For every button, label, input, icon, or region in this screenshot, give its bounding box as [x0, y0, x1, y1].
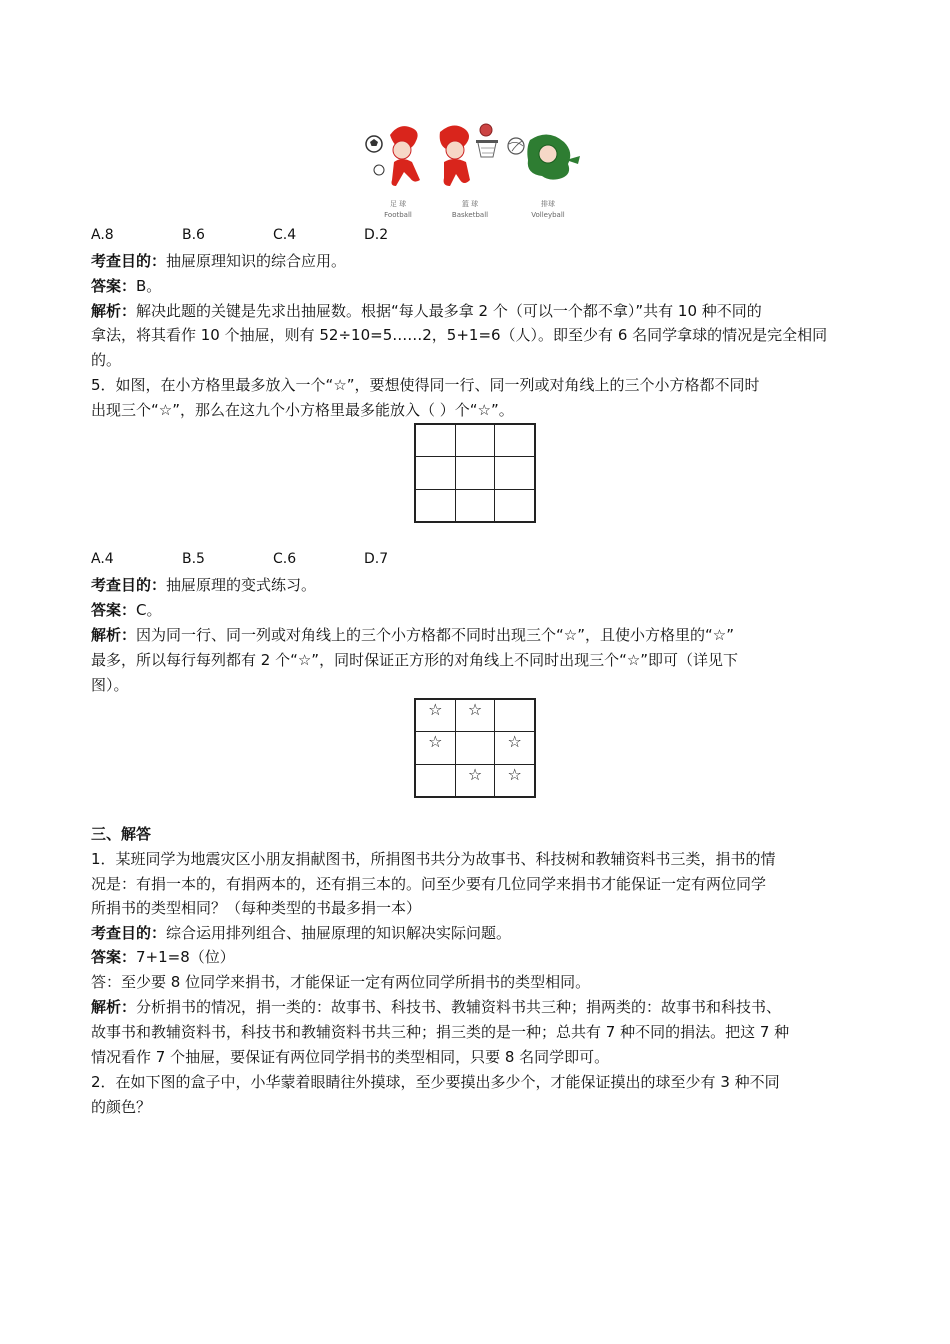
- grid-cell: [495, 425, 535, 457]
- star-cell: ☆: [495, 764, 535, 796]
- mascots-illustration: [360, 120, 592, 220]
- caption-football-cn: 足 球: [389, 200, 407, 208]
- caption-football-en: Football: [384, 211, 412, 219]
- grid-cell: [416, 425, 456, 457]
- s3q1-analysis-line: 解析：分析捐书的情况，捐一类的：故事书、科技书、教辅资料书共三种；捐两类的：故事书和科技书、: [91, 998, 782, 1016]
- section-heading: 三、解答: [91, 825, 152, 843]
- caption-volleyball-cn: 排球: [541, 200, 555, 208]
- volleyball-mascot-icon: [508, 134, 580, 179]
- caption-volleyball-en: Volleyball: [531, 211, 565, 219]
- grid-cell: [455, 489, 495, 521]
- star-3x3-grid: [414, 698, 536, 798]
- s3q2-question-line: 2．在如下图的盒子中，小华蒙着眼睛往外摸球，至少要摸出多少个，才能保证摸出的球至少有 3 种不同: [91, 1073, 780, 1091]
- q4-option-d: D.2: [364, 227, 389, 243]
- q5-options: [91, 549, 455, 569]
- q4-analysis-line: 的。: [91, 351, 122, 369]
- q5-analysis-line: 图）。: [91, 676, 129, 694]
- q5-purpose: 考查目的：抽屉原理的变式练习。: [91, 576, 317, 594]
- q4-purpose: 考查目的：抽屉原理知识的综合应用。: [91, 252, 347, 270]
- q5-analysis-line: 最多，所以每行每列都有 2 个“☆”，同时保证正方形的对角线上不同时出现三个“☆”即可（详见下: [91, 651, 739, 669]
- star-cell: [495, 700, 535, 732]
- grid-cell: [416, 457, 456, 489]
- q5-question-line: 5．如图，在小方格里最多放入一个“☆”，要想使得同一行、同一列或对角线上的三个小方格都不同时: [91, 376, 760, 394]
- grid-cell: [495, 457, 535, 489]
- s3q1-analysis-line: 故事书和教辅资料书，科技书和教辅资料书共三种；捐三类的是一种；总共有 7 种不同的捐法。把这 7 种: [91, 1023, 790, 1041]
- q4-options: [91, 225, 455, 245]
- empty-3x3-grid: [414, 423, 536, 523]
- s3q2-question-line: 的颜色？: [91, 1098, 152, 1116]
- q4-analysis-line: 解析：解决此题的关键是先求出抽屉数。根据“每人最多拿 2 个（可以一个都不拿）”共有 10 种不同的: [91, 302, 762, 320]
- caption-basketball-cn: 篮 球: [461, 200, 479, 208]
- q4-option-a: A.8: [91, 227, 114, 243]
- star-cell: [416, 764, 456, 796]
- star-cell: ☆: [416, 732, 456, 764]
- q5-answer: 答案：C。: [91, 601, 162, 619]
- star-cell: ☆: [455, 764, 495, 796]
- star-cell: ☆: [455, 700, 495, 732]
- grid-cell: [495, 489, 535, 521]
- q5-option-b: B.5: [182, 551, 205, 567]
- mascots-figure: [360, 120, 592, 220]
- s3q1-question-line: 1．某班同学为地震灾区小朋友捐献图书，所捐图书共分为故事书、科技树和教辅资料书三类，捐书的情: [91, 850, 776, 868]
- football-mascot-icon: [366, 126, 420, 186]
- star-cell: ☆: [416, 700, 456, 732]
- grid-cell: [416, 489, 456, 521]
- q4-option-c: C.4: [273, 227, 297, 243]
- q4-option-b: B.6: [182, 227, 205, 243]
- s3q1-analysis-line: 情况看作 7 个抽屉，要保证有两位同学捐书的类型相同，只要 8 名同学即可。: [91, 1048, 610, 1066]
- star-cell: [455, 732, 495, 764]
- grid-cell: [455, 425, 495, 457]
- s3q1-question-line: 况是：有捐一本的，有捐两本的，还有捐三本的。问至少要有几位同学来捐书才能保证一定有两位同学: [91, 875, 767, 893]
- s3q1-reply: 答：至少要 8 位同学来捐书，才能保证一定有两位同学所捐书的类型相同。: [91, 973, 591, 991]
- q5-option-d: D.7: [364, 551, 389, 567]
- s3q1-question-line: 所捐书的类型相同？（每种类型的书最多捐一本）: [91, 899, 422, 917]
- grid-cell: [455, 457, 495, 489]
- caption-basketball-en: Basketball: [451, 211, 489, 219]
- s3q1-answer: 答案：7+1=8（位）: [91, 948, 235, 966]
- q4-analysis-line: 拿法，将其看作 10 个抽屉，则有 52÷10=5……2，5+1=6（人）。即至少有 6 名同学拿球的情况是完全相同: [91, 326, 828, 344]
- star-cell: ☆: [495, 732, 535, 764]
- q5-option-a: A.4: [91, 551, 114, 567]
- basketball-mascot-icon: [440, 124, 498, 186]
- q5-analysis-line: 解析：因为同一行、同一列或对角线上的三个小方格都不同时出现三个“☆”，且使小方格里的“☆”: [91, 626, 734, 644]
- q5-option-c: C.6: [273, 551, 297, 567]
- q4-answer: 答案：B。: [91, 277, 162, 295]
- s3q1-purpose: 考查目的：综合运用排列组合、抽屉原理的知识解决实际问题。: [91, 924, 512, 942]
- q5-question-line: 出现三个“☆”，那么在这九个小方格里最多能放入（ ）个“☆”。: [91, 401, 514, 419]
